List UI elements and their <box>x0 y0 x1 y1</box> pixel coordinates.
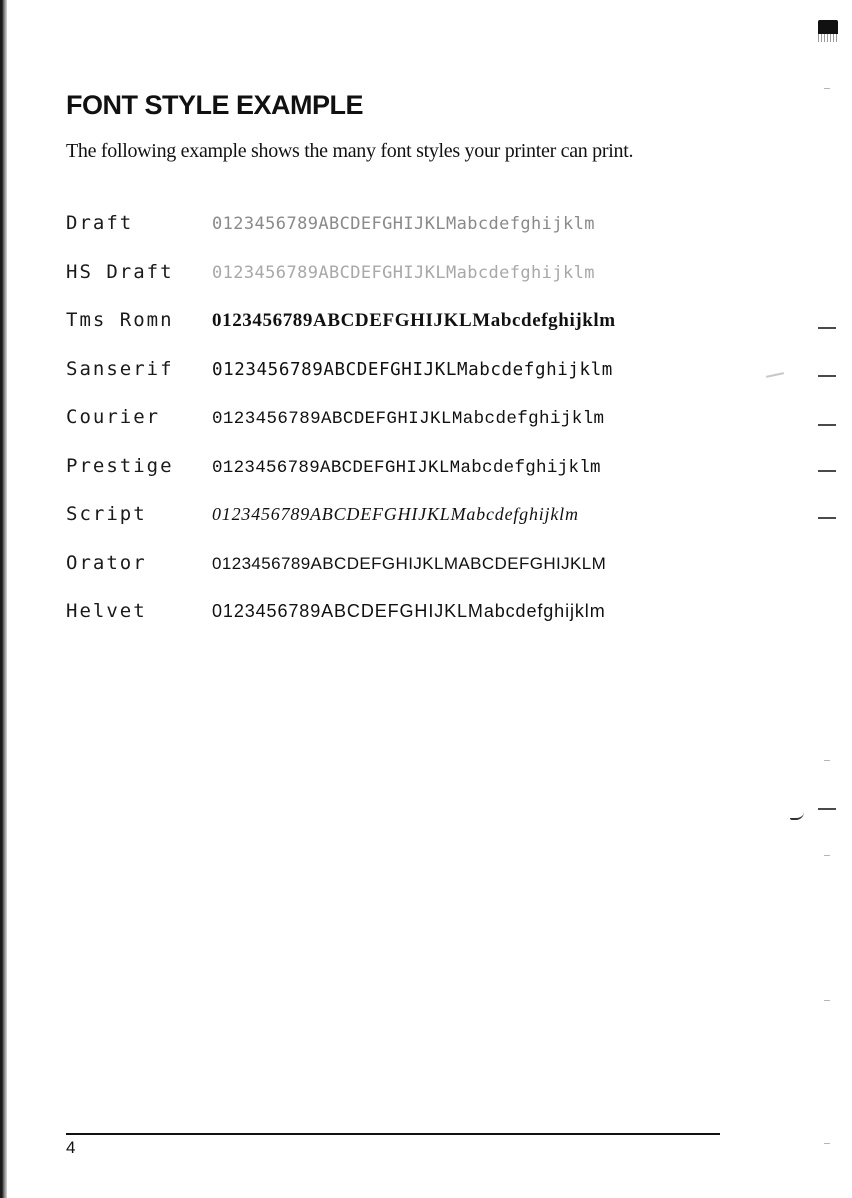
margin-tick-mark <box>818 327 836 329</box>
margin-tick-mark <box>818 517 836 519</box>
font-name-label: Helvet <box>66 600 147 622</box>
margin-tick-mark <box>818 424 836 426</box>
font-sample-row-prestige <box>66 455 746 504</box>
font-sample-row-orator <box>66 552 746 601</box>
intro-paragraph: The following example shows the many font styles your printer can print. <box>66 140 634 162</box>
page-corner-tab-shadow <box>818 34 838 42</box>
page-number: 4 <box>66 1138 76 1157</box>
margin-speck <box>824 88 830 89</box>
font-name-label: Draft <box>66 212 134 234</box>
margin-speck <box>824 1000 830 1001</box>
margin-speck <box>824 855 830 856</box>
font-sample-row-helvet <box>66 600 746 649</box>
font-sample-text: 0123456789ABCDEFGHIJKLMabcdefghijklm <box>212 214 595 234</box>
font-sample-row-tms-romn <box>66 309 746 358</box>
margin-smudge <box>766 372 784 378</box>
font-sample-text: 0123456789ABCDEFGHIJKLMabcdefghijklm <box>212 504 579 524</box>
margin-tick-mark <box>818 808 836 810</box>
font-sample-text: 0123456789ABCDEFGHIJKLMabcdefghijklm <box>212 457 601 478</box>
font-sample-text: 0123456789ABCDEFGHIJKLMabcdefghijklm <box>212 262 595 283</box>
font-name-label: Prestige <box>66 454 174 477</box>
margin-tick-mark <box>818 375 836 377</box>
page-title: FONT STYLE EXAMPLE <box>66 90 364 120</box>
font-sample-text: 0123456789ABCDEFGHIJKLMabcdefghijklm <box>212 310 616 331</box>
font-name-label: Tms Romn <box>66 309 174 331</box>
font-sample-row-draft <box>66 212 746 261</box>
font-sample-row-sanserif <box>66 358 746 407</box>
font-sample-list <box>66 212 746 649</box>
binding-edge <box>0 0 7 1198</box>
page-corner-tab <box>818 20 838 34</box>
font-sample-row-script <box>66 503 746 552</box>
font-sample-text: 0123456789ABCDEFGHIJKLMabcdefghijklm <box>212 359 613 380</box>
margin-tick-mark <box>818 470 836 472</box>
margin-speck <box>824 1143 830 1144</box>
font-name-label: Orator <box>66 551 147 574</box>
margin-paren-mark <box>790 806 804 820</box>
font-sample-text: 0123456789ABCDEFGHIJKLMABCDEFGHIJKLM <box>212 553 607 573</box>
font-sample-text: 0123456789ABCDEFGHIJKLMabcdefghijklm <box>212 601 606 621</box>
font-name-label: Sanserif <box>66 357 174 380</box>
margin-speck <box>824 760 830 761</box>
font-sample-row-hs-draft <box>66 261 746 310</box>
font-name-label: HS Draft <box>66 260 174 283</box>
footer-rule <box>66 1133 720 1135</box>
font-name-label: Courier <box>66 406 161 428</box>
font-name-label: Script <box>66 503 147 525</box>
font-sample-text: 0123456789ABCDEFGHIJKLMabcdefghijklm <box>212 409 605 429</box>
font-sample-row-courier <box>66 406 746 455</box>
